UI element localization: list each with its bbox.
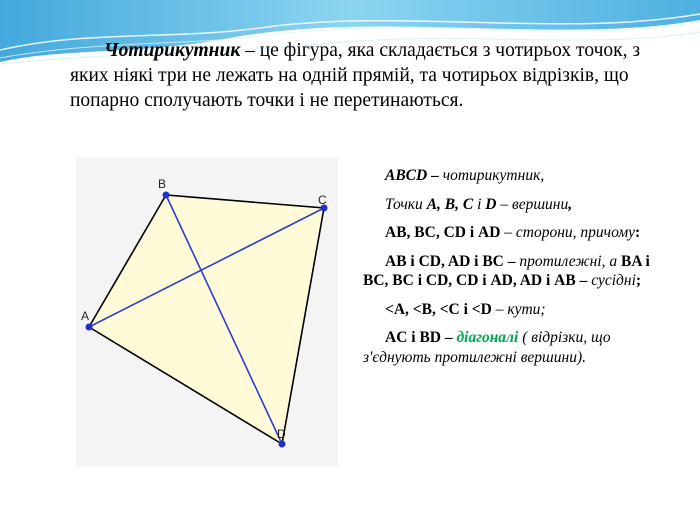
definition-term: Чотирикутник	[104, 40, 241, 61]
note-angles: <A, <B, <C і <D – кути;	[385, 300, 546, 318]
vertex-c-label: C	[318, 193, 327, 207]
note-sides: AB, BC, CD і AD – сторони, причому:	[385, 224, 641, 241]
note-opposite-adjacent: AB і CD, AD і BC – протилежні, а BA і BC, BC і CD, CD і AD, AD і AB – сусідні;	[363, 252, 650, 289]
note-vertices: Точки A, B, C і D – вершини,	[385, 195, 573, 213]
vertex-a-label: A	[81, 309, 90, 323]
quadrilateral-figure	[76, 157, 338, 467]
quadrilateral-diagram	[76, 157, 338, 467]
diagonals-highlight: діагоналі	[456, 329, 519, 346]
vertex-d-point	[279, 441, 286, 448]
vertex-a-point	[86, 324, 93, 331]
notes-list	[363, 166, 663, 376]
note-quadrilateral: ABCD – чотирикутник,	[385, 167, 545, 184]
quadrilateral-shape	[89, 195, 324, 444]
vertex-d-label: D	[277, 427, 286, 441]
definition-text: – це фігура, яка складається з чотирьох точок, з яких ніякі три не лежать на одній прямій, та чотирьох відрізків, що попарно сполучають точки і не перетинаються.	[70, 40, 641, 111]
definition-paragraph	[70, 38, 655, 113]
vertex-b-label: B	[158, 177, 167, 191]
note-diagonals: AC і BD – діагоналі ( відрізки, що з'єднують протилежні вершини).	[363, 329, 611, 366]
vertex-b-point	[163, 192, 170, 199]
